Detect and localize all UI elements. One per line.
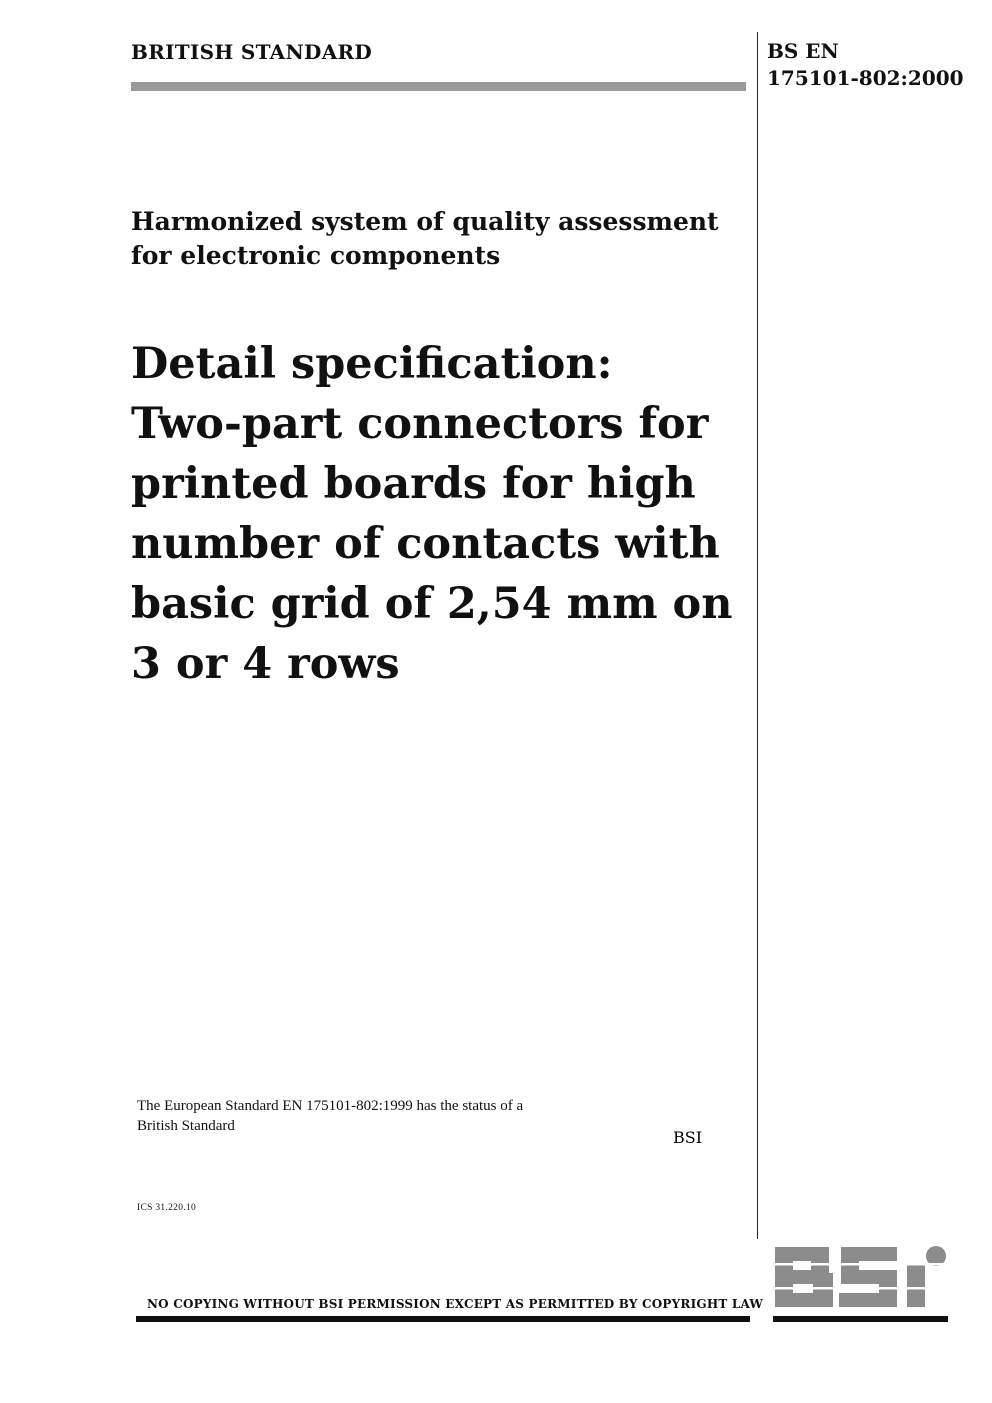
document-subtitle [131,205,751,273]
standard-number-prefix: BS EN [767,39,839,63]
status-line: The European Standard EN 175101-802:1999 has the status of a [137,1098,524,1114]
vertical-divider [757,32,758,1239]
title-line: printed boards for high [131,459,696,509]
copyright-notice: NO COPYING WITHOUT BSI PERMISSION EXCEPT AS PERMITTED BY COPYRIGHT LAW [147,1297,764,1311]
title-line: Two-part connectors for [131,399,709,449]
subtitle-line: Harmonized system of quality assessment [131,207,719,236]
bsi-logo [673,1128,949,1311]
status-statement [137,1096,607,1136]
title-line: Detail specification: [131,339,613,389]
title-line: 3 or 4 rows [131,639,400,689]
document-title [131,334,751,694]
document-type-label: BRITISH STANDARD [131,40,373,64]
status-line: British Standard [137,1118,235,1134]
standard-number-code: 175101-802:2000 [767,66,964,90]
ics-code: ICS 31.220.10 [137,1203,197,1213]
footer-rule [136,1316,750,1322]
bsi-logo-text: BSI [673,1128,703,1147]
title-line: basic grid of 2,54 mm on [131,579,733,629]
standard-number [767,38,964,92]
title-line: number of contacts with [131,519,720,569]
subtitle-line: for electronic components [131,241,501,270]
footer-rule-right [773,1316,948,1322]
header-rule [131,82,746,91]
